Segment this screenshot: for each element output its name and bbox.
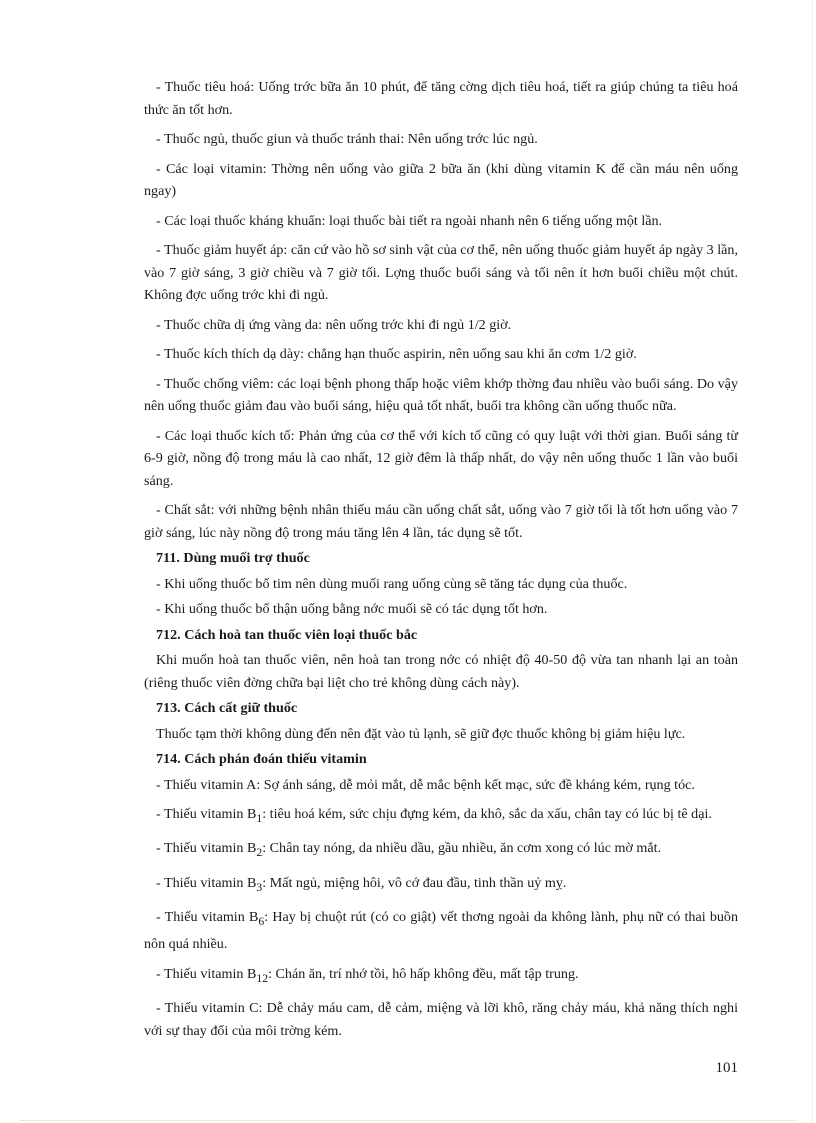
paragraph-vitamin-b3: [144, 872, 738, 899]
heading-711: 711. Dùng muối trợ thuốc: [156, 550, 310, 566]
vitamin-b3-text: : Mất ngủ, miệng hôi, vô cớ đau đầu, tinh thần uỷ mỵ.: [262, 874, 567, 891]
paragraph-anti-inflammatory: - Thuốc chống viêm: các loại bệnh phong thấp hoặc viêm khớp thờng đau nhiều vào buổi sáng. Do vậy nên uống thuốc giảm đau vào buổi sáng, hiệu quả tốt nhất, buổi tra không cần uống thuốc nữa.: [144, 375, 738, 414]
vitamin-b1-subscript: 1: [256, 811, 263, 825]
vitamin-b12-label: - Thiếu vitamin B: [156, 965, 257, 982]
vitamin-b6-subscript: 6: [258, 914, 265, 928]
paragraph-kidney-tonic: - Khi uống thuốc bổ thận uống bằng nớc muối sẽ có tác dụng tốt hơn.: [156, 601, 548, 617]
vitamin-b12-subscript: 12: [256, 971, 269, 985]
vitamin-b1-label: - Thiếu vitamin B: [156, 806, 257, 822]
paragraph-dissolving-pills: Khi muốn hoà tan thuốc viên, nên hoà tan trong nớc có nhiệt độ 40-50 độ vừa tan nhanh lại an toàn (riêng thuốc viên đờng chữa bại liệt cho trẻ không dùng cách này).: [144, 652, 738, 691]
paragraph-iron: - Chất sắt: với những bệnh nhân thiếu máu cần uống chất sắt, uống vào 7 giờ tối là tốt hơn uống vào 7 giờ sáng, lúc này nồng độ trong máu tăng lên 4 lần, tác dụng sẽ tốt.: [144, 502, 738, 541]
paragraph-stomach-stimulant: - Thuốc kích thích dạ dày: chẳng hạn thuốc aspirin, nên uống sau khi ăn cơm 1/2 giờ.: [156, 346, 637, 362]
paragraph-digestive-medicine: - Thuốc tiêu hoá: Uống trớc bữa ăn 10 phút, để tăng cờng dịch tiêu hoá, tiết ra giúp chúng ta tiêu hoá thức ăn tốt hơn.: [144, 79, 738, 118]
vitamin-b6-label: - Thiếu vitamin B: [156, 908, 259, 925]
page-number: 101: [715, 1060, 738, 1076]
paragraph-antibacterial: - Các loại thuốc kháng khuẩn: loại thuốc bài tiết ra ngoài nhanh nên 6 tiếng uống một lần.: [156, 212, 663, 229]
heading-714: 714. Cách phán đoán thiếu vitamin: [156, 751, 367, 767]
paragraph-storing-medicine: Thuốc tạm thời không dùng đến nên đặt vào tủ lạnh, sẽ giữ đợc thuốc không bị giảm hiệu lực.: [156, 725, 686, 742]
page-bottom-divider: [20, 1120, 796, 1121]
paragraph-vitamins: - Các loại vitamin: Thờng nên uống vào giữa 2 bữa ăn (khi dùng vitamin K để cần máu nên uống ngay): [144, 160, 738, 199]
vitamin-b2-label: - Thiếu vitamin B: [156, 840, 257, 857]
vitamin-b12-text: : Chán ăn, trí nhớ tồi, hô hấp không đều, mất tập trung.: [268, 965, 579, 982]
paragraph-vitamin-b6: [144, 906, 738, 956]
paragraph-vitamin-b2: [144, 837, 738, 864]
vitamin-b2-subscript: 2: [256, 846, 263, 860]
paragraph-heart-tonic: - Khi uống thuốc bổ tim nên dùng muối rang uống cùng sẽ tăng tác dụng của thuốc.: [156, 575, 628, 592]
paragraph-blood-pressure: - Thuốc giảm huyết áp: căn cứ vào hồ sơ sinh vật của cơ thể, nên uống thuốc giảm huyết áp ngày 3 lần, vào 7 giờ sáng, 3 giờ chiều và 7 giờ tối. Lợng thuốc buổi sáng và tối nên ít hơn buổi chiều một chút. Không đợc uống trớc khi đi ngủ.: [144, 242, 738, 303]
paragraph-sleeping-pills: - Thuốc ngủ, thuốc giun và thuốc tránh thai: Nên uống trớc lúc ngủ.: [156, 131, 538, 147]
page-body: [144, 76, 738, 1049]
paragraph-allergy: - Thuốc chữa dị ứng vàng da: nên uống trớc khi đi ngủ 1/2 giờ.: [156, 316, 512, 333]
heading-713: 713. Cách cất giữ thuốc: [156, 700, 298, 716]
vitamin-b1-text: : tiêu hoá kém, sức chịu đựng kém, da khô, sắc da xấu, chân tay có lúc bị tê dại.: [262, 806, 712, 822]
page-side-divider: [812, 0, 813, 1123]
vitamin-b3-subscript: 3: [256, 880, 263, 894]
paragraph-vitamin-b1: [144, 803, 738, 830]
heading-712: 712. Cách hoà tan thuốc viên loại thuốc bắc: [156, 626, 418, 643]
paragraph-vitamin-c: - Thiếu vitamin C: Dễ chảy máu cam, dễ cảm, miệng và lỡi khô, răng chảy máu, khả năng thích nghi với sự thay đổi của môi trờng kém.: [144, 1000, 738, 1039]
vitamin-b6-text: : Hay bị chuột rút (có co giật) vết thơng ngoài da không lành, phụ nữ có thai buồn nôn quá nhiều.: [144, 908, 739, 953]
paragraph-hormones: - Các loại thuốc kích tố: Phản ứng của cơ thể với kích tố cũng có quy luật với thời gian. Buổi sáng từ 6-9 giờ, nồng độ trong máu là cao nhất, 12 giờ đêm là thấp nhất, do vậy nên uống thuốc 1 lần vào buổi sáng.: [144, 427, 738, 489]
paragraph-vitamin-a: - Thiếu vitamin A: Sợ ánh sáng, dễ mỏi mắt, dễ mắc bệnh kết mạc, sức đề kháng kém, rụng tóc.: [156, 776, 695, 793]
paragraph-vitamin-b12: [144, 963, 738, 990]
vitamin-b3-label: - Thiếu vitamin B: [156, 874, 257, 891]
vitamin-b2-text: : Chân tay nóng, da nhiều dầu, gầu nhiều, ăn cơm xong có lúc mờ mắt.: [262, 840, 662, 857]
